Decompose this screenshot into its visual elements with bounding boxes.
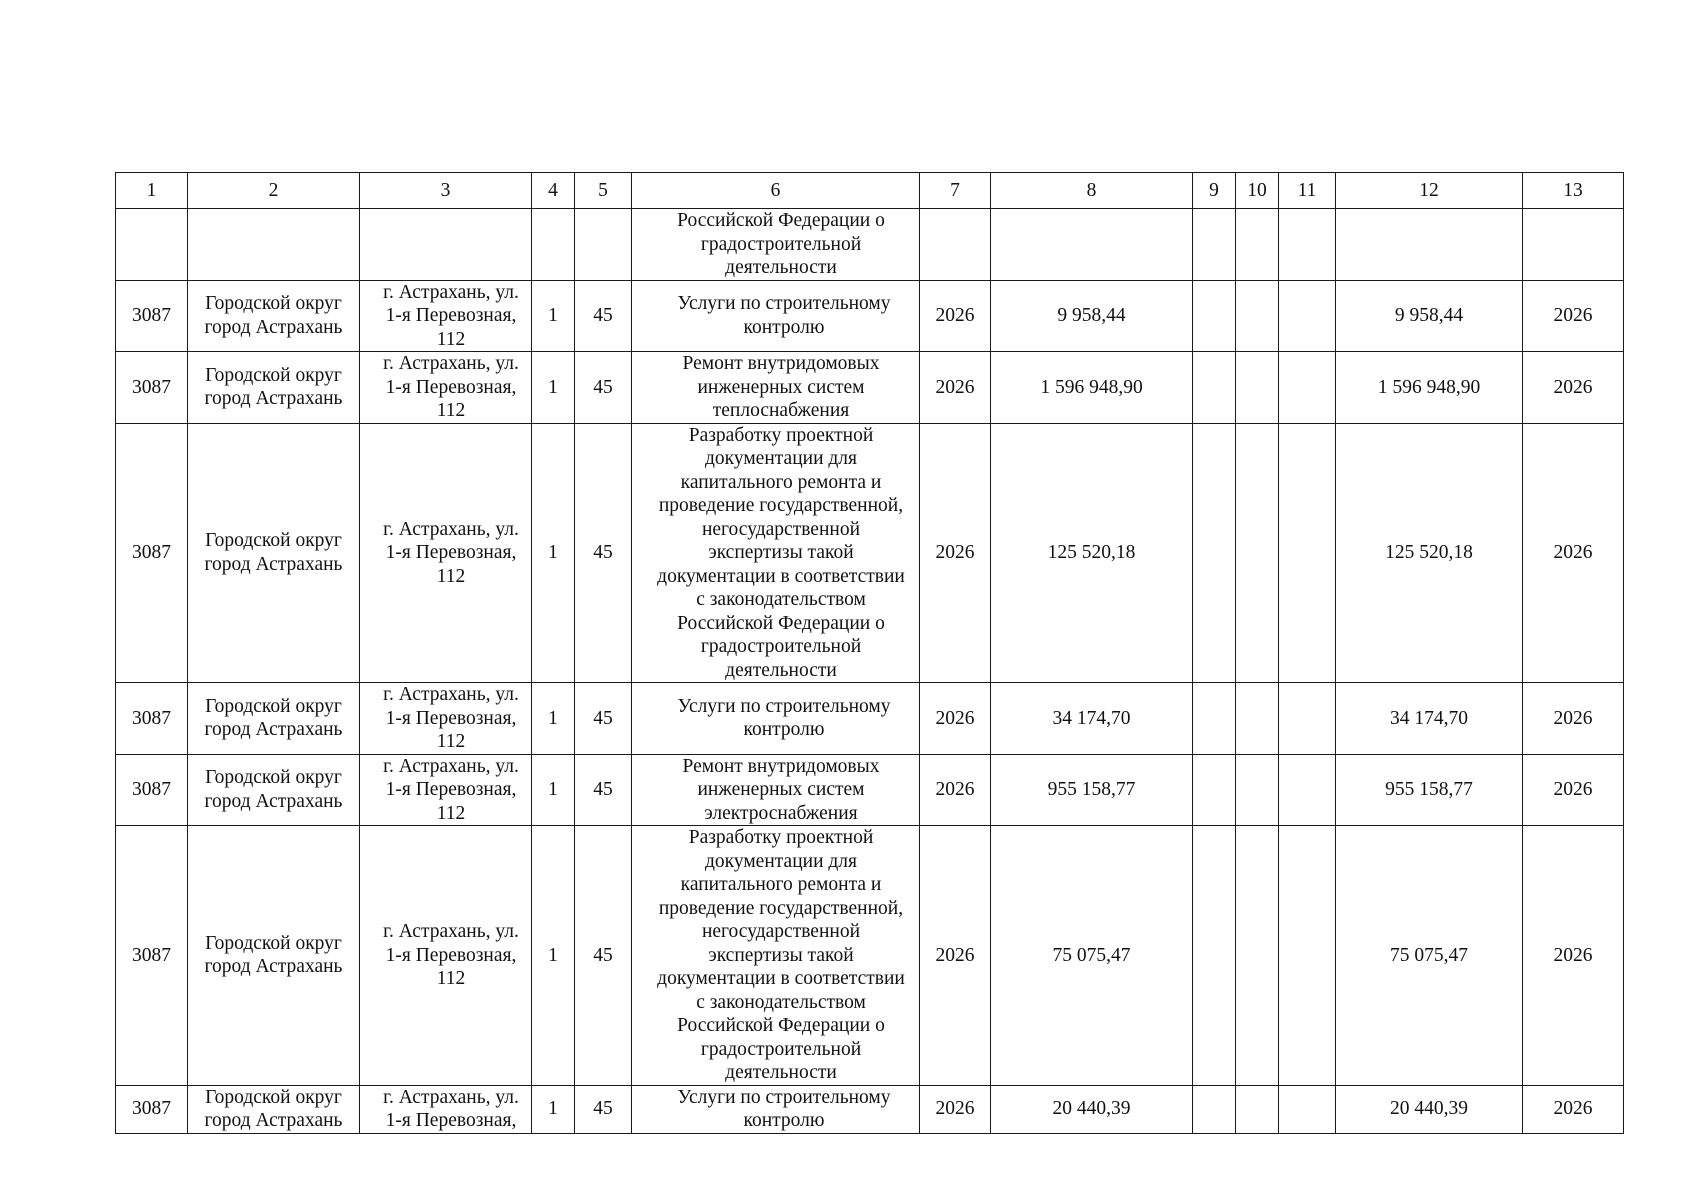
text-line: город Астрахань: [204, 388, 343, 410]
header-col-13: 13: [1523, 173, 1624, 209]
text-line: 1-я Перевозная,: [385, 305, 517, 326]
cell-municipality: [188, 826, 360, 1086]
text-line: г. Астрахань, ул.: [383, 353, 519, 374]
text-line: г. Астрахань, ул.: [383, 921, 519, 942]
header-col-12: 12: [1336, 173, 1523, 209]
header-col-11: 11: [1279, 173, 1336, 209]
text-line: деятельности: [725, 257, 837, 278]
text-line: Городской округ: [205, 767, 342, 789]
cell-address: [360, 352, 532, 424]
text-line: 112: [436, 802, 466, 824]
cell-register-number: 3087: [116, 280, 188, 352]
cell-completion-year: 2026: [1523, 352, 1624, 424]
cell-work-description: [632, 280, 920, 352]
cell-municipality: [188, 352, 360, 424]
text-line: 112: [436, 328, 466, 350]
text-line: 1-я Перевозная,: [385, 779, 517, 800]
cell-empty: [920, 209, 991, 281]
capital-repair-table: [115, 172, 1624, 1134]
cell-col-4: 1: [532, 1085, 575, 1133]
cell-empty: [1279, 1085, 1336, 1133]
cell-empty: [1279, 209, 1336, 281]
text-line: 1-я Перевозная,: [385, 707, 517, 729]
cell-register-number: 3087: [116, 754, 188, 826]
cell-empty: [188, 209, 360, 281]
cell-year: 2026: [920, 754, 991, 826]
text-line: Городской округ: [205, 695, 342, 717]
cell-empty: [116, 209, 188, 281]
cell-empty: [991, 209, 1193, 281]
cell-completion-year: 2026: [1523, 280, 1624, 352]
text-line: капитального ремонта и: [680, 874, 882, 895]
cell-address: [360, 1085, 532, 1133]
text-line: 1-я Перевозная,: [385, 1110, 517, 1131]
header-row: [116, 173, 1624, 209]
header-col-7: 7: [920, 173, 991, 209]
text-line: Ремонт внутридомовых: [682, 755, 880, 777]
header-col-9: 9: [1193, 173, 1236, 209]
cell-cost-total: 125 520,18: [1336, 423, 1523, 683]
cell-work-description: [632, 352, 920, 424]
cell-work-description: [632, 754, 920, 826]
header-col-2: 2: [188, 173, 360, 209]
text-line: 1-я Перевозная,: [385, 542, 517, 563]
cell-cost: 34 174,70: [991, 683, 1193, 755]
cell-cost-total: 34 174,70: [1336, 683, 1523, 755]
cell-completion-year: 2026: [1523, 683, 1624, 755]
cell-year: 2026: [920, 280, 991, 352]
text-line: г. Астрахань, ул.: [383, 755, 519, 777]
text-line: г. Астрахань, ул.: [383, 684, 519, 705]
cell-address: [360, 754, 532, 826]
text-line: деятельности: [725, 659, 837, 681]
cell-empty: [1336, 209, 1523, 281]
cell-col-5: 45: [575, 683, 632, 755]
cell-cost: 9 958,44: [991, 280, 1193, 352]
cell-cost: 75 075,47: [991, 826, 1193, 1086]
cell-empty: [1279, 423, 1336, 683]
cell-col-5: 45: [575, 1085, 632, 1133]
cell-empty: [1193, 423, 1236, 683]
cell-cost-total: 75 075,47: [1336, 826, 1523, 1086]
text-line: документации для: [704, 448, 857, 469]
cell-register-number: 3087: [116, 1085, 188, 1133]
header-col-5: 5: [575, 173, 632, 209]
table-row: [116, 1085, 1624, 1133]
cell-completion-year: 2026: [1523, 1085, 1624, 1133]
text-line: 112: [436, 565, 466, 587]
table-row: [116, 280, 1624, 352]
cell-address: [360, 423, 532, 683]
cell-year: 2026: [920, 1085, 991, 1133]
continuation-work-description: [632, 209, 920, 281]
cell-empty: [1236, 280, 1279, 352]
cell-empty: [1236, 352, 1279, 424]
text-line: контролю: [743, 316, 825, 338]
text-line: Городской округ: [205, 1086, 342, 1108]
cell-address: [360, 826, 532, 1086]
cell-empty: [1279, 280, 1336, 352]
cell-empty: [1193, 826, 1236, 1086]
cell-cost-total: 1 596 948,90: [1336, 352, 1523, 424]
cell-cost: 125 520,18: [991, 423, 1193, 683]
cell-empty: [1279, 826, 1336, 1086]
cell-col-4: 1: [532, 423, 575, 683]
cell-address: [360, 683, 532, 755]
text-line: документации в соответствии: [657, 565, 905, 587]
cell-year: 2026: [920, 683, 991, 755]
text-line: город Астрахань: [204, 719, 343, 741]
header-col-1: 1: [116, 173, 188, 209]
cell-register-number: 3087: [116, 683, 188, 755]
cell-empty: [1279, 352, 1336, 424]
text-line: Городской округ: [205, 293, 342, 315]
text-line: город Астрахань: [204, 316, 343, 338]
cell-cost-total: 955 158,77: [1336, 754, 1523, 826]
cell-municipality: [188, 423, 360, 683]
header-col-3: 3: [360, 173, 532, 209]
text-line: с законодательством: [696, 589, 866, 610]
text-line: город Астрахань: [204, 956, 343, 978]
text-line: город Астрахань: [204, 553, 343, 575]
text-line: с законодательством: [696, 991, 866, 1013]
cell-empty: [575, 209, 632, 281]
cell-col-5: 45: [575, 826, 632, 1086]
text-line: Городской округ: [205, 364, 342, 386]
text-line: градостроительной: [700, 233, 862, 255]
text-line: 1-я Перевозная,: [385, 944, 517, 966]
header-col-10: 10: [1236, 173, 1279, 209]
cell-col-4: 1: [532, 352, 575, 424]
cell-col-4: 1: [532, 280, 575, 352]
text-line: Городской округ: [205, 932, 342, 954]
cell-empty: [1279, 683, 1336, 755]
text-line: контролю: [743, 1110, 825, 1131]
text-line: Разработку проектной: [688, 827, 874, 848]
text-line: Услуги по строительному: [677, 695, 891, 717]
text-line: г. Астрахань, ул.: [383, 518, 519, 540]
text-line: Российской Федерации о: [677, 1015, 885, 1036]
cell-empty: [1193, 683, 1236, 755]
text-line: 112: [436, 731, 466, 752]
text-line: инженерных систем: [697, 779, 865, 800]
cell-year: 2026: [920, 352, 991, 424]
cell-empty: [1236, 1085, 1279, 1133]
text-line: Российской Федерации о: [677, 612, 885, 634]
cell-empty: [360, 209, 532, 281]
text-line: деятельности: [725, 1062, 837, 1083]
cell-empty: [1193, 1085, 1236, 1133]
text-line: проведение государственной,: [658, 495, 904, 516]
text-line: документации для: [704, 850, 857, 872]
text-line: экспертизы такой: [708, 944, 854, 966]
cell-col-5: 45: [575, 754, 632, 826]
cell-col-4: 1: [532, 683, 575, 755]
cell-empty: [1279, 754, 1336, 826]
cell-work-description: [632, 826, 920, 1086]
cell-col-4: 1: [532, 826, 575, 1086]
cell-register-number: 3087: [116, 423, 188, 683]
table-row: [116, 754, 1624, 826]
cell-col-5: 45: [575, 423, 632, 683]
table-row: [116, 423, 1624, 683]
cell-empty: [532, 209, 575, 281]
cell-empty: [1236, 209, 1279, 281]
text-line: проведение государственной,: [658, 897, 904, 919]
header-col-6: 6: [632, 173, 920, 209]
text-line: Разработку проектной: [688, 424, 874, 446]
text-line: инженерных систем: [697, 376, 865, 398]
header-col-4: 4: [532, 173, 575, 209]
cell-empty: [1523, 209, 1624, 281]
text-line: г. Астрахань, ул.: [383, 1086, 519, 1108]
cell-empty: [1236, 826, 1279, 1086]
cell-completion-year: 2026: [1523, 423, 1624, 683]
text-line: 1-я Перевозная,: [385, 376, 517, 398]
cell-address: [360, 280, 532, 352]
table-row: [116, 826, 1624, 1086]
cell-empty: [1236, 683, 1279, 755]
cell-cost-total: 20 440,39: [1336, 1085, 1523, 1133]
cell-year: 2026: [920, 423, 991, 683]
cell-municipality: [188, 1085, 360, 1133]
cell-register-number: 3087: [116, 826, 188, 1086]
continuation-row: [116, 209, 1624, 281]
cell-col-5: 45: [575, 280, 632, 352]
cell-cost: 20 440,39: [991, 1085, 1193, 1133]
cell-completion-year: 2026: [1523, 826, 1624, 1086]
cell-empty: [1193, 280, 1236, 352]
text-line: Ремонт внутридомовых: [682, 353, 880, 374]
text-line: 112: [436, 968, 466, 989]
table-row: [116, 683, 1624, 755]
text-line: г. Астрахань, ул.: [383, 281, 519, 303]
cell-cost-total: 9 958,44: [1336, 280, 1523, 352]
text-line: градостроительной: [700, 636, 862, 657]
cell-empty: [1193, 209, 1236, 281]
text-line: капитального ремонта и: [680, 471, 882, 493]
table-row: [116, 352, 1624, 424]
text-line: Услуги по строительному: [677, 293, 891, 315]
text-line: негосударственной: [701, 518, 861, 540]
text-line: теплоснабжения: [712, 400, 850, 421]
text-line: контролю: [743, 719, 825, 741]
cell-work-description: [632, 1085, 920, 1133]
text-line: город Астрахань: [204, 790, 343, 812]
cell-municipality: [188, 280, 360, 352]
cell-empty: [1193, 352, 1236, 424]
cell-cost: 955 158,77: [991, 754, 1193, 826]
text-line: Услуги по строительному: [677, 1086, 891, 1108]
text-line: 112: [436, 400, 466, 421]
text-line: город Астрахань: [204, 1110, 343, 1131]
cell-register-number: 3087: [116, 352, 188, 424]
cell-work-description: [632, 683, 920, 755]
cell-empty: [1193, 754, 1236, 826]
cell-empty: [1236, 754, 1279, 826]
cell-cost: 1 596 948,90: [991, 352, 1193, 424]
cell-col-4: 1: [532, 754, 575, 826]
text-line: экспертизы такой: [708, 542, 854, 563]
cell-municipality: [188, 683, 360, 755]
text-line: Городской округ: [205, 530, 342, 552]
cell-year: 2026: [920, 826, 991, 1086]
cell-empty: [1236, 423, 1279, 683]
text-line: электроснабжения: [704, 802, 858, 824]
cell-municipality: [188, 754, 360, 826]
cell-completion-year: 2026: [1523, 754, 1624, 826]
text-line: документации в соответствии: [657, 968, 905, 989]
text-line: градостроительной: [700, 1038, 862, 1060]
cell-col-5: 45: [575, 352, 632, 424]
header-col-8: 8: [991, 173, 1193, 209]
text-line: негосударственной: [701, 921, 861, 942]
text-line: Российской Федерации о: [677, 210, 885, 231]
cell-work-description: [632, 423, 920, 683]
